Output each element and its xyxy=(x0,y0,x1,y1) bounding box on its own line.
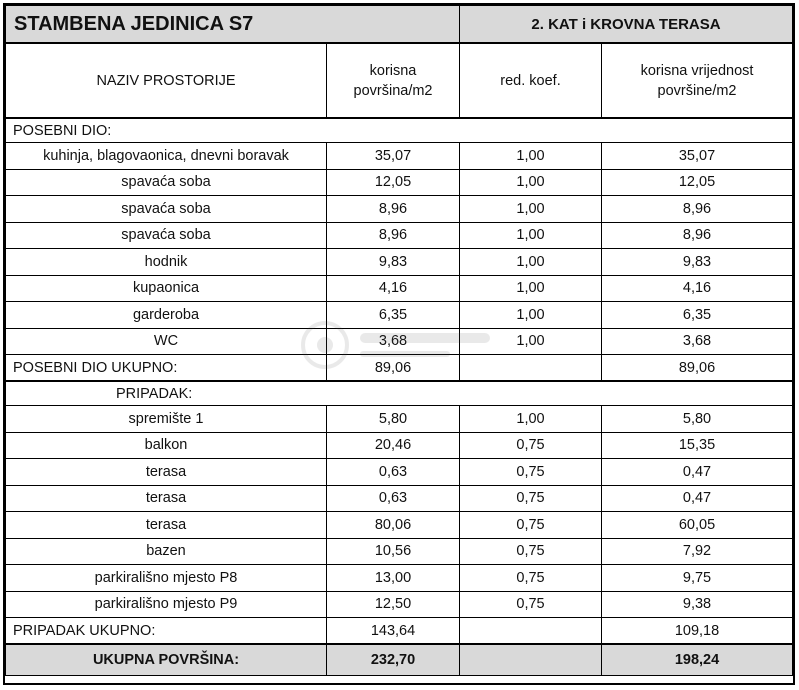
coef-cell: 1,00 xyxy=(460,249,602,276)
pripadak-row xyxy=(6,565,793,592)
coef-cell: 1,00 xyxy=(460,275,602,302)
posebni-row xyxy=(6,302,793,329)
section-pripadak-label: PRIPADAK: xyxy=(6,381,793,406)
coef-cell: 1,00 xyxy=(460,406,602,433)
area-cell: 12,50 xyxy=(327,591,460,618)
value-cell: 7,92 xyxy=(602,538,793,565)
area-cell: 20,46 xyxy=(327,432,460,459)
value-cell: 5,80 xyxy=(602,406,793,433)
value-cell: 9,75 xyxy=(602,565,793,592)
coef-cell: 1,00 xyxy=(460,169,602,196)
value-cell: 3,68 xyxy=(602,328,793,355)
column-header-row xyxy=(6,43,793,118)
room-name: parkirališno mjesto P8 xyxy=(6,565,327,592)
area-cell: 4,16 xyxy=(327,275,460,302)
room-name: terasa xyxy=(6,459,327,486)
coef-cell: 0,75 xyxy=(460,565,602,592)
area-cell: 6,35 xyxy=(327,302,460,329)
room-name: terasa xyxy=(6,512,327,539)
area-cell: 12,05 xyxy=(327,169,460,196)
grand-total-coef xyxy=(460,644,602,676)
section-pripadak-row xyxy=(6,381,793,406)
area-cell: 13,00 xyxy=(327,565,460,592)
pripadak-row xyxy=(6,512,793,539)
pripadak-row xyxy=(6,459,793,486)
coef-cell: 0,75 xyxy=(460,485,602,512)
coef-cell: 0,75 xyxy=(460,512,602,539)
room-name: spavaća soba xyxy=(6,196,327,223)
area-cell: 3,68 xyxy=(327,328,460,355)
pripadak-row xyxy=(6,432,793,459)
area-cell: 5,80 xyxy=(327,406,460,433)
value-cell: 9,83 xyxy=(602,249,793,276)
grand-total-area: 232,70 xyxy=(327,644,460,676)
posebni-row xyxy=(6,222,793,249)
value-cell: 35,07 xyxy=(602,143,793,170)
pripadak-total-area: 143,64 xyxy=(327,618,460,645)
room-name: spavaća soba xyxy=(6,169,327,196)
value-cell: 6,35 xyxy=(602,302,793,329)
pripadak-total-label: PRIPADAK UKUPNO: xyxy=(6,618,327,645)
value-cell: 8,96 xyxy=(602,196,793,223)
posebni-row xyxy=(6,143,793,170)
posebni-row xyxy=(6,249,793,276)
room-name: balkon xyxy=(6,432,327,459)
area-cell: 80,06 xyxy=(327,512,460,539)
pripadak-row xyxy=(6,591,793,618)
section-posebni-row xyxy=(6,118,793,143)
col-header-value-line1: korisna vrijednost xyxy=(640,62,754,79)
value-cell: 4,16 xyxy=(602,275,793,302)
grand-total-label: UKUPNA POVRŠINA: xyxy=(6,644,327,676)
pripadak-total-value: 109,18 xyxy=(602,618,793,645)
coef-cell: 1,00 xyxy=(460,196,602,223)
col-header-name: NAZIV PROSTORIJE xyxy=(6,43,327,118)
coef-cell: 1,00 xyxy=(460,222,602,249)
room-name: spavaća soba xyxy=(6,222,327,249)
col-header-value xyxy=(602,43,793,118)
posebni-total-area: 89,06 xyxy=(327,355,460,382)
pripadak-total-row xyxy=(6,618,793,645)
value-cell: 8,96 xyxy=(602,222,793,249)
posebni-total-value: 89,06 xyxy=(602,355,793,382)
value-cell: 60,05 xyxy=(602,512,793,539)
coef-cell: 0,75 xyxy=(460,459,602,486)
area-cell: 8,96 xyxy=(327,196,460,223)
area-cell: 8,96 xyxy=(327,222,460,249)
coef-cell: 1,00 xyxy=(460,143,602,170)
col-header-value-line2: površine/m2 xyxy=(657,82,737,99)
value-cell: 12,05 xyxy=(602,169,793,196)
area-cell: 9,83 xyxy=(327,249,460,276)
col-header-coef: red. koef. xyxy=(460,43,602,118)
coef-cell: 0,75 xyxy=(460,432,602,459)
grand-total-value: 198,24 xyxy=(602,644,793,676)
col-header-area-line2: površina/m2 xyxy=(353,82,433,99)
area-cell: 35,07 xyxy=(327,143,460,170)
area-table-sheet xyxy=(3,3,795,685)
room-name: garderoba xyxy=(6,302,327,329)
posebni-row xyxy=(6,328,793,355)
pripadak-row xyxy=(6,485,793,512)
floor-title: 2. KAT i KROVNA TERASA xyxy=(460,6,793,44)
posebni-row xyxy=(6,275,793,302)
coef-cell: 0,75 xyxy=(460,591,602,618)
area-cell: 0,63 xyxy=(327,459,460,486)
room-name: spremište 1 xyxy=(6,406,327,433)
room-name: kupaonica xyxy=(6,275,327,302)
title-row xyxy=(6,6,793,44)
posebni-row xyxy=(6,169,793,196)
room-name: WC xyxy=(6,328,327,355)
room-name: parkirališno mjesto P9 xyxy=(6,591,327,618)
posebni-total-coef xyxy=(460,355,602,382)
col-header-area-line1: korisna xyxy=(369,62,417,79)
room-name: terasa xyxy=(6,485,327,512)
posebni-total-label: POSEBNI DIO UKUPNO: xyxy=(6,355,327,382)
coef-cell: 1,00 xyxy=(460,302,602,329)
posebni-total-row xyxy=(6,355,793,382)
area-table xyxy=(5,5,793,676)
value-cell: 0,47 xyxy=(602,485,793,512)
col-header-area xyxy=(327,43,460,118)
room-name: bazen xyxy=(6,538,327,565)
pripadak-total-coef xyxy=(460,618,602,645)
unit-title: STAMBENA JEDINICA S7 xyxy=(6,6,460,44)
pripadak-row xyxy=(6,538,793,565)
value-cell: 15,35 xyxy=(602,432,793,459)
room-name: kuhinja, blagovaonica, dnevni boravak xyxy=(6,143,327,170)
room-name: hodnik xyxy=(6,249,327,276)
section-posebni-label: POSEBNI DIO: xyxy=(6,118,793,143)
pripadak-row xyxy=(6,406,793,433)
area-cell: 0,63 xyxy=(327,485,460,512)
coef-cell: 1,00 xyxy=(460,328,602,355)
posebni-row xyxy=(6,196,793,223)
coef-cell: 0,75 xyxy=(460,538,602,565)
value-cell: 9,38 xyxy=(602,591,793,618)
grand-total-row xyxy=(6,644,793,676)
value-cell: 0,47 xyxy=(602,459,793,486)
area-cell: 10,56 xyxy=(327,538,460,565)
